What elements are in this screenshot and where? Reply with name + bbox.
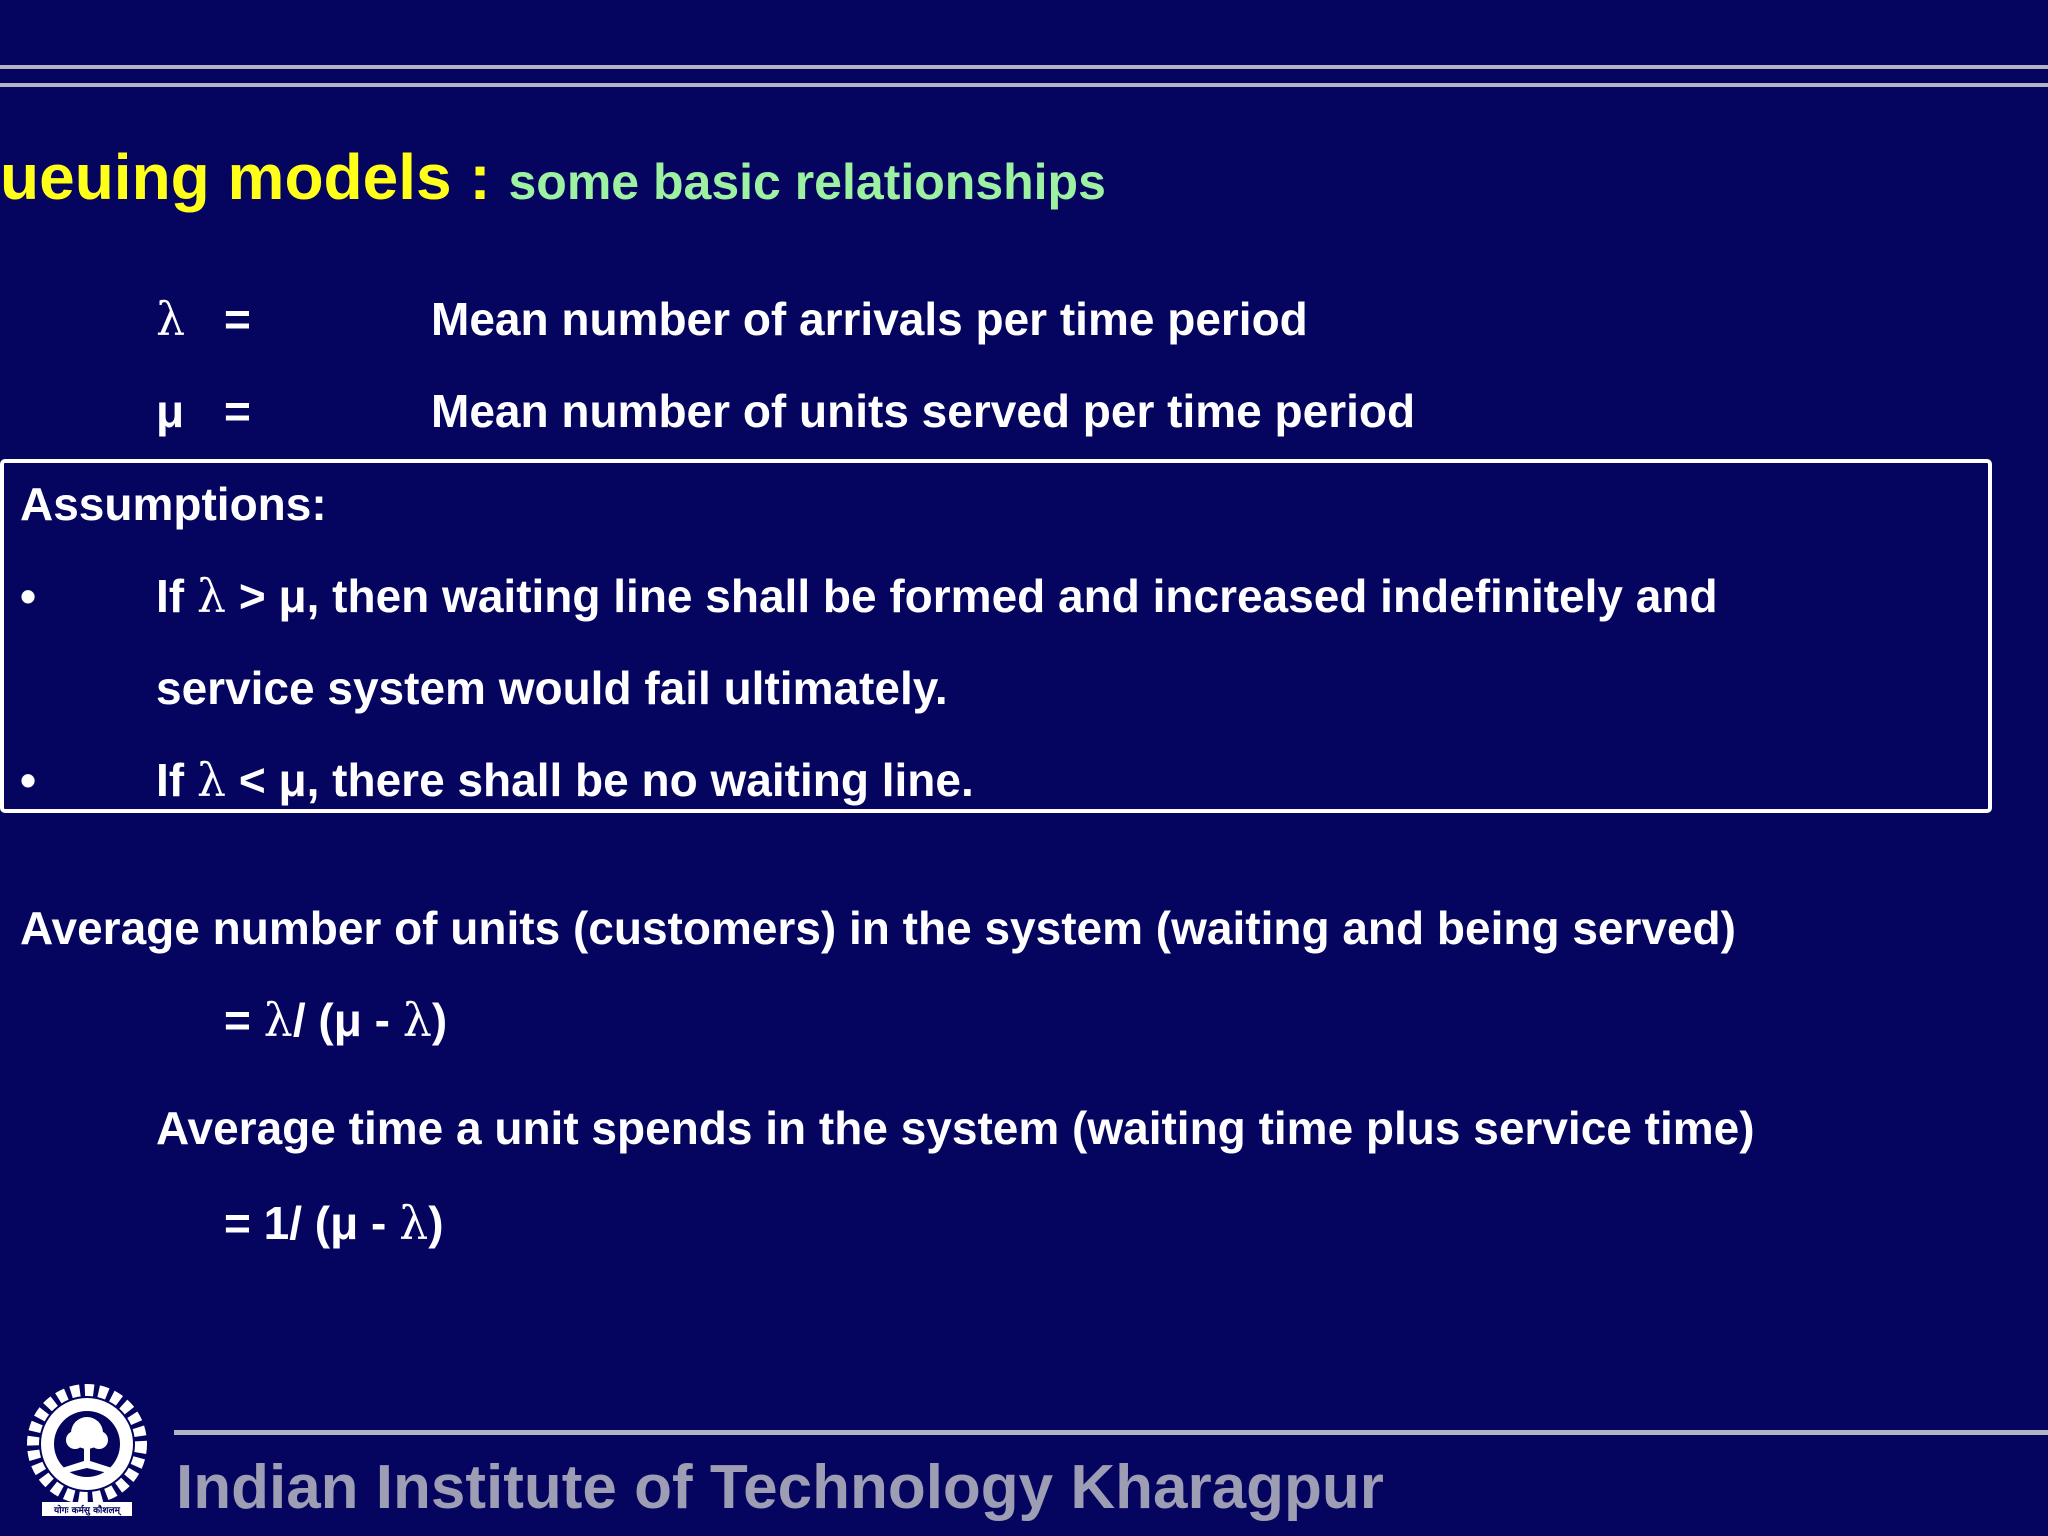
assumption-1-line-1 — [156, 569, 1718, 623]
formula-1-eq-c: ) — [431, 994, 448, 1046]
assumption-1-lambda: λ — [196, 569, 227, 623]
assumptions-heading: Assumptions: — [20, 478, 327, 530]
lambda-definition: Mean number of arrivals per time period — [431, 293, 1308, 345]
formula-1-lambda-2: λ — [402, 993, 432, 1047]
formula-2-eq-b: ) — [428, 1197, 444, 1249]
assumption-1-if: If — [156, 570, 197, 622]
institute-name: Indian Institute of Technology Kharagpur — [176, 1453, 1384, 1522]
mu-equals: = — [224, 385, 251, 437]
lambda-symbol: λ — [156, 292, 186, 346]
assumption-1-text: > μ, then waiting line shall be formed and increased indefinitely and — [226, 570, 1718, 622]
logo-motto: योगः कर्मसु कौशलम् — [54, 1506, 120, 1516]
assumption-2-lambda: λ — [196, 753, 227, 807]
footer-rule — [174, 1430, 2048, 1435]
formula-2-eq-a: = 1/ (μ - — [224, 1197, 400, 1249]
slide-title — [0, 140, 1106, 214]
mu-symbol: μ — [156, 385, 185, 437]
top-rule-1 — [0, 65, 2048, 69]
assumption-1-line-2: service system would fail ultimately. — [156, 662, 948, 714]
iit-kharagpur-emblem-icon — [18, 1378, 156, 1526]
assumption-2-text: < μ, there shall be no waiting line. — [226, 754, 974, 806]
bullet-2: • — [20, 754, 37, 806]
bullet-1: • — [20, 570, 37, 622]
lambda-equals: = — [224, 293, 251, 345]
formula-2-lambda: λ — [399, 1196, 429, 1250]
title-subtitle: some basic relationships — [508, 154, 1106, 210]
assumption-2-if: If — [156, 754, 197, 806]
title-main: ueuing models : — [0, 141, 509, 213]
mu-definition: Mean number of units served per time period — [431, 385, 1416, 437]
assumption-2 — [156, 753, 974, 807]
formula-1-lambda-1: λ — [263, 993, 293, 1047]
formula-1-eq-b: / (μ - — [292, 994, 403, 1046]
top-rule-2 — [0, 83, 2048, 87]
formula-1-eq-a: = — [224, 994, 264, 1046]
formula-2-label: Average time a unit spends in the system (waiting time plus service time) — [156, 1102, 1755, 1154]
formula-2-equation — [224, 1196, 444, 1250]
formula-1-equation — [224, 993, 448, 1047]
formula-1-label: Average number of units (customers) in the system (waiting and being served) — [20, 902, 1736, 954]
